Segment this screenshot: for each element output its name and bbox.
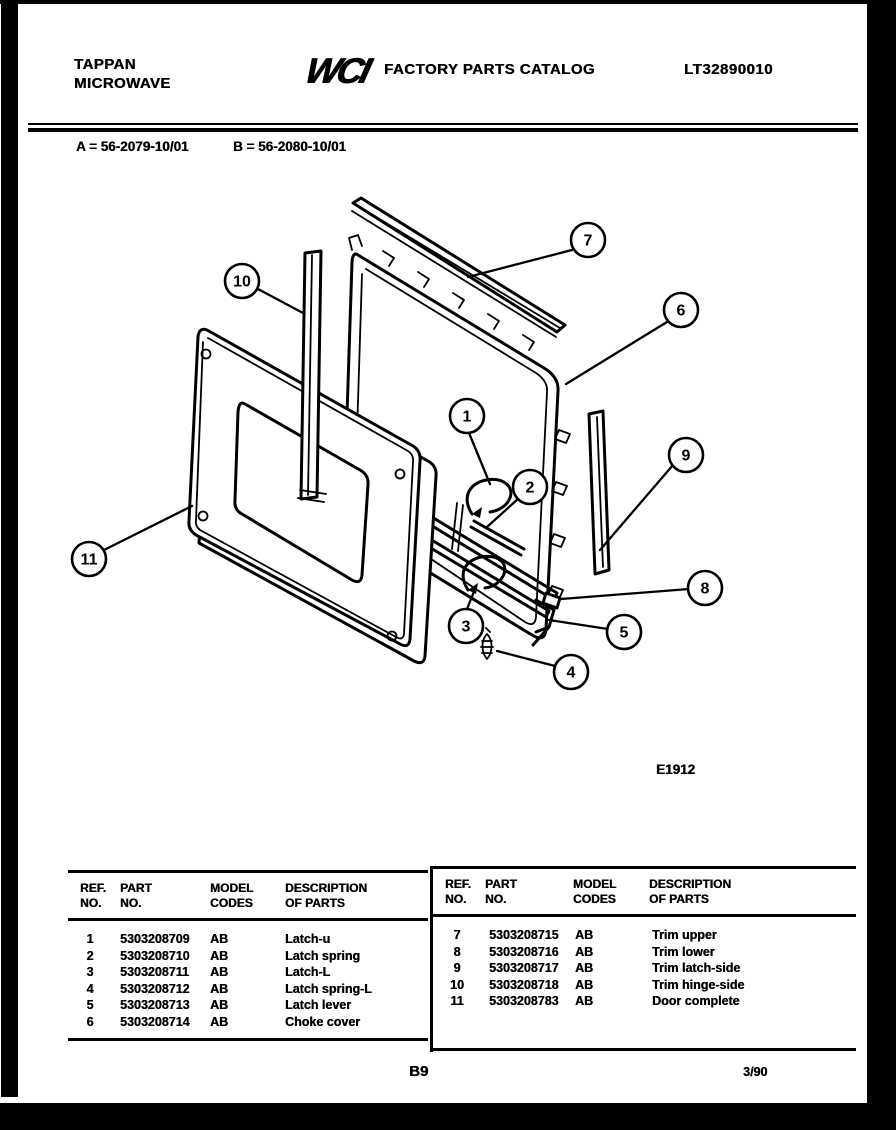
- parts-cell-model: AB: [210, 965, 229, 979]
- svg-text:5: 5: [619, 624, 629, 642]
- revision-date: 3/90: [743, 1065, 768, 1079]
- parts-cell-desc: Door complete: [652, 994, 740, 1008]
- callout-1: [450, 399, 484, 433]
- svg-text:1: 1: [462, 408, 472, 426]
- parts-cell-ref: 4: [86, 981, 94, 996]
- callout-6: [664, 293, 698, 327]
- parts-cell-model: AB: [575, 944, 594, 959]
- parts-cell-part: 5303208709: [120, 932, 190, 946]
- callout-9: [669, 438, 703, 472]
- parts-cell-part: 5303208713: [120, 998, 190, 1012]
- parts-cell-part: 5303208783: [489, 994, 559, 1008]
- parts-cell-ref: 7: [453, 928, 461, 942]
- parts-cell-ref: 10: [450, 977, 464, 992]
- parts-table-left: [68, 870, 428, 1041]
- callout-3: [449, 609, 483, 643]
- col-part: PART NO.: [112, 873, 204, 920]
- col-desc: DESCRIPTION OF PARTS: [645, 869, 856, 916]
- parts-table-right-body: [433, 916, 856, 1010]
- parts-cell-desc: Latch spring-L: [285, 981, 372, 996]
- document-number: LT32890010: [684, 61, 773, 78]
- callout-2: [513, 470, 547, 504]
- parts-cell-desc: Trim latch-side: [652, 961, 741, 975]
- parts-cell-model: AB: [575, 961, 594, 975]
- callout-11: [72, 542, 106, 576]
- catalog-title: FACTORY PARTS CATALOG: [384, 61, 596, 78]
- parts-cell-model: AB: [210, 1014, 229, 1029]
- page-number: B9: [409, 1063, 429, 1080]
- col-model: MODEL CODES: [204, 873, 278, 920]
- figure-number: E1912: [656, 762, 696, 777]
- parts-cell-model: AB: [210, 998, 229, 1012]
- parts-cell-model: AB: [210, 981, 229, 996]
- parts-cell-ref: 1: [86, 932, 94, 946]
- parts-table-row: [68, 964, 428, 981]
- col-ref: REF. NO.: [433, 869, 481, 916]
- parts-cell-ref: 9: [453, 961, 461, 975]
- parts-cell-part: 5303208716: [489, 944, 559, 959]
- callout-8: [688, 571, 722, 605]
- svg-text:3: 3: [461, 618, 471, 636]
- parts-cell-model: AB: [210, 932, 229, 946]
- callout-4: [554, 655, 588, 689]
- svg-text:11: 11: [80, 551, 98, 569]
- parts-cell-model: AB: [575, 977, 594, 992]
- parts-cell-desc: Trim lower: [652, 944, 715, 959]
- col-desc: DESCRIPTION OF PARTS: [278, 873, 428, 920]
- parts-cell-part: 5303208714: [120, 1014, 190, 1029]
- parts-table-left-body: [68, 920, 428, 1031]
- model-a: A = 56-2079-10/01: [76, 139, 189, 154]
- parts-cell-desc: Latch-u: [285, 932, 331, 946]
- parts-cell-ref: 6: [86, 1014, 94, 1029]
- parts-cell-ref: 8: [453, 944, 461, 959]
- parts-cell-desc: Latch lever: [285, 998, 352, 1012]
- parts-table-row: [68, 997, 428, 1014]
- parts-cell-part: 5303208712: [120, 981, 190, 996]
- parts-table-right-header: [433, 869, 856, 916]
- parts-cell-ref: 11: [450, 994, 464, 1008]
- svg-text:2: 2: [525, 479, 535, 497]
- parts-cell-part: 5303208711: [120, 965, 189, 979]
- parts-cell-part: 5303208710: [120, 948, 190, 963]
- parts-table-row: [433, 993, 856, 1010]
- parts-cell-part: 5303208718: [489, 977, 559, 992]
- parts-table-row: [433, 977, 856, 994]
- parts-table-row: [433, 960, 856, 977]
- parts-table-left-header: [68, 873, 428, 920]
- parts-table-row: [433, 944, 856, 961]
- callout-5: [607, 615, 641, 649]
- col-model: MODEL CODES: [569, 869, 645, 916]
- model-b: B = 56-2080-10/01: [233, 139, 346, 154]
- parts-table-row: [68, 948, 428, 965]
- parts-table-row: [433, 916, 856, 944]
- parts-cell-model: AB: [575, 994, 594, 1008]
- svg-text:4: 4: [566, 664, 576, 682]
- col-part: PART NO.: [481, 869, 569, 916]
- parts-table-right: [433, 866, 856, 1051]
- parts-table-row: [68, 1014, 428, 1031]
- col-ref: REF. NO.: [68, 873, 112, 920]
- parts-cell-part: 5303208715: [489, 928, 559, 942]
- parts-table-row: [68, 920, 428, 948]
- svg-text:9: 9: [681, 447, 691, 465]
- wci-logo: WCI: [301, 50, 373, 91]
- svg-text:8: 8: [700, 580, 710, 598]
- brand-line2: MICROWAVE: [74, 75, 171, 92]
- parts-cell-desc: Trim hinge-side: [652, 977, 745, 992]
- parts-cell-desc: Choke cover: [285, 1014, 361, 1029]
- parts-cell-model: AB: [210, 948, 229, 963]
- parts-cell-desc: Trim upper: [652, 928, 717, 942]
- svg-text:6: 6: [676, 302, 686, 320]
- callout-10: [225, 264, 259, 298]
- svg-text:10: 10: [233, 273, 251, 291]
- parts-cell-desc: Latch-L: [285, 965, 331, 979]
- callout-7: [571, 223, 605, 257]
- parts-cell-ref: 5: [86, 998, 94, 1012]
- parts-table-row: [68, 981, 428, 998]
- brand-line1: TAPPAN: [74, 56, 136, 73]
- svg-text:7: 7: [583, 232, 593, 250]
- parts-cell-desc: Latch spring: [285, 948, 361, 963]
- parts-cell-ref: 2: [86, 948, 94, 963]
- parts-cell-model: AB: [575, 928, 594, 942]
- parts-cell-ref: 3: [86, 965, 94, 979]
- parts-cell-part: 5303208717: [489, 961, 559, 975]
